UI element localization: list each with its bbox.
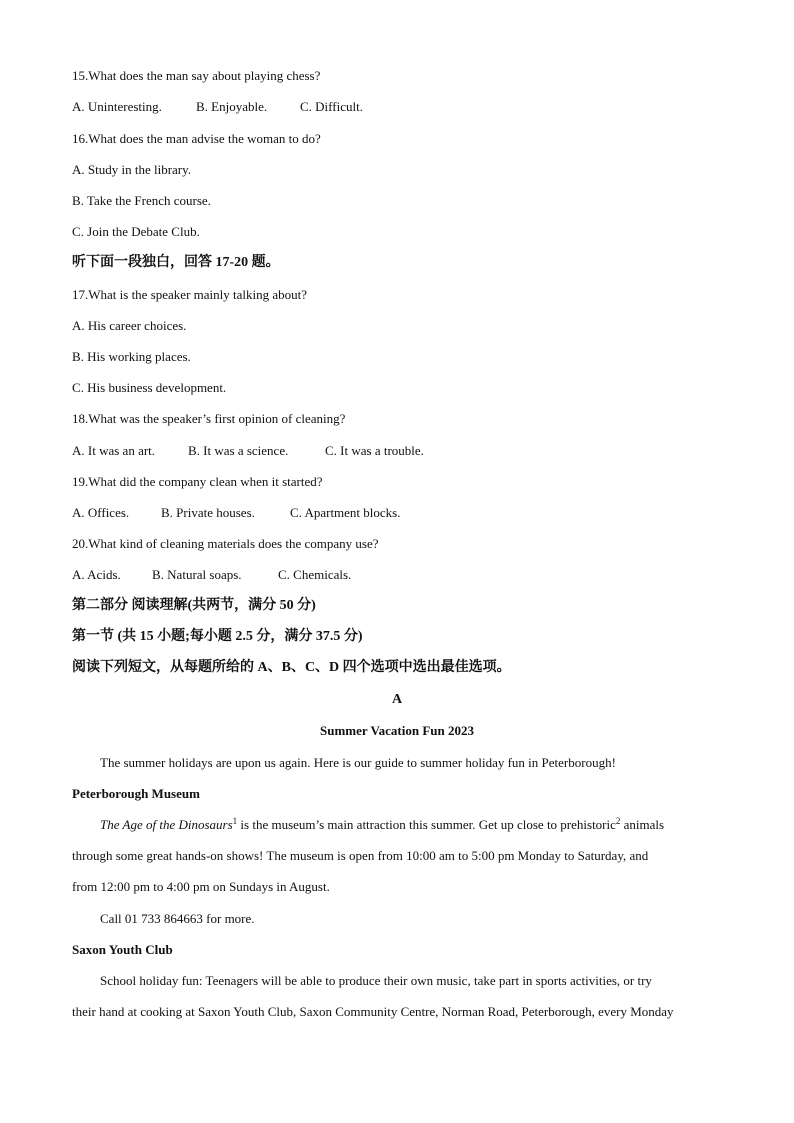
museum-line-1-end: animals [620,817,665,832]
option-15-b: B. Enjoyable. [196,99,268,114]
section1-title: 第一节 (共 15 小题;每小题 2.5 分，满分 37.5 分) [72,629,363,644]
museum-line-1-middle: is the museum’s main attraction this summer. Get up close to prehistoric [237,817,616,832]
museum-heading: Peterborough Museum [72,786,200,801]
option-19-b: B. Private houses. [161,505,255,520]
question-20: 20.What kind of cleaning materials does the company use? [72,536,379,551]
question-19: 19.What did the company clean when it started? [72,474,323,489]
footnote-2-marker: 2 [615,816,621,826]
museum-paragraph-line-2: through some great hands-on shows! The museum is open from 10:00 am to 5:00 pm Monday to Saturday, and [72,848,649,863]
part2-title: 第二部分 阅读理解(共两节，满分 50 分) [72,598,316,613]
question-18: 18.What was the speaker’s first opinion of cleaning? [72,411,346,426]
option-16-b: B. Take the French course. [72,193,211,208]
option-19-a: A. Offices. [72,505,130,520]
option-15-a: A. Uninteresting. [72,99,162,114]
option-18-c: C. It was a trouble. [325,443,424,458]
passage-letter: A [391,692,403,707]
option-17-a: A. His career choices. [72,318,187,333]
saxon-paragraph-line-1: School holiday fun: Teenagers will be able to produce their own music, take part in sports activities, or try [100,973,652,988]
option-16-c: C. Join the Debate Club. [72,224,200,239]
question-15: 15.What does the man say about playing chess? [72,68,321,83]
passage-title: Summer Vacation Fun 2023 [320,723,474,738]
question-16: 16.What does the man advise the woman to do? [72,131,321,146]
option-18-a: A. It was an art. [72,443,156,458]
monologue-instruction: 听下面一段独白，回答 17-20 题。 [72,255,280,270]
museum-paragraph-line-3: from 12:00 pm to 4:00 pm on Sundays in August. [72,879,330,894]
option-20-a: A. Acids. [72,567,121,582]
option-19-c: C. Apartment blocks. [290,505,401,520]
passage-intro: The summer holidays are upon us again. Here is our guide to summer holiday fun in Peterborough! [100,755,616,770]
question-17: 17.What is the speaker mainly talking about? [72,287,308,302]
option-15-c: C. Difficult. [300,99,363,114]
footnote-1-marker: 1 [232,816,238,826]
saxon-heading: Saxon Youth Club [72,942,173,957]
option-20-b: B. Natural soaps. [152,567,242,582]
saxon-paragraph-line-2: their hand at cooking at Saxon Youth Club, Saxon Community Centre, Norman Road, Peterborough, every Monday [72,1004,674,1019]
exhibit-title: The Age of the Dinosaurs [100,817,233,832]
option-16-a: A. Study in the library. [72,162,192,177]
museum-call: Call 01 733 864663 for more. [100,911,255,926]
option-17-c: C. His business development. [72,380,227,395]
option-17-b: B. His working places. [72,349,191,364]
museum-paragraph-line-1 [100,817,664,833]
reading-instruction: 阅读下列短文，从每题所给的 A、B、C、D 四个选项中选出最佳选项。 [72,660,511,675]
option-18-b: B. It was a science. [188,443,289,458]
option-20-c: C. Chemicals. [278,567,352,582]
